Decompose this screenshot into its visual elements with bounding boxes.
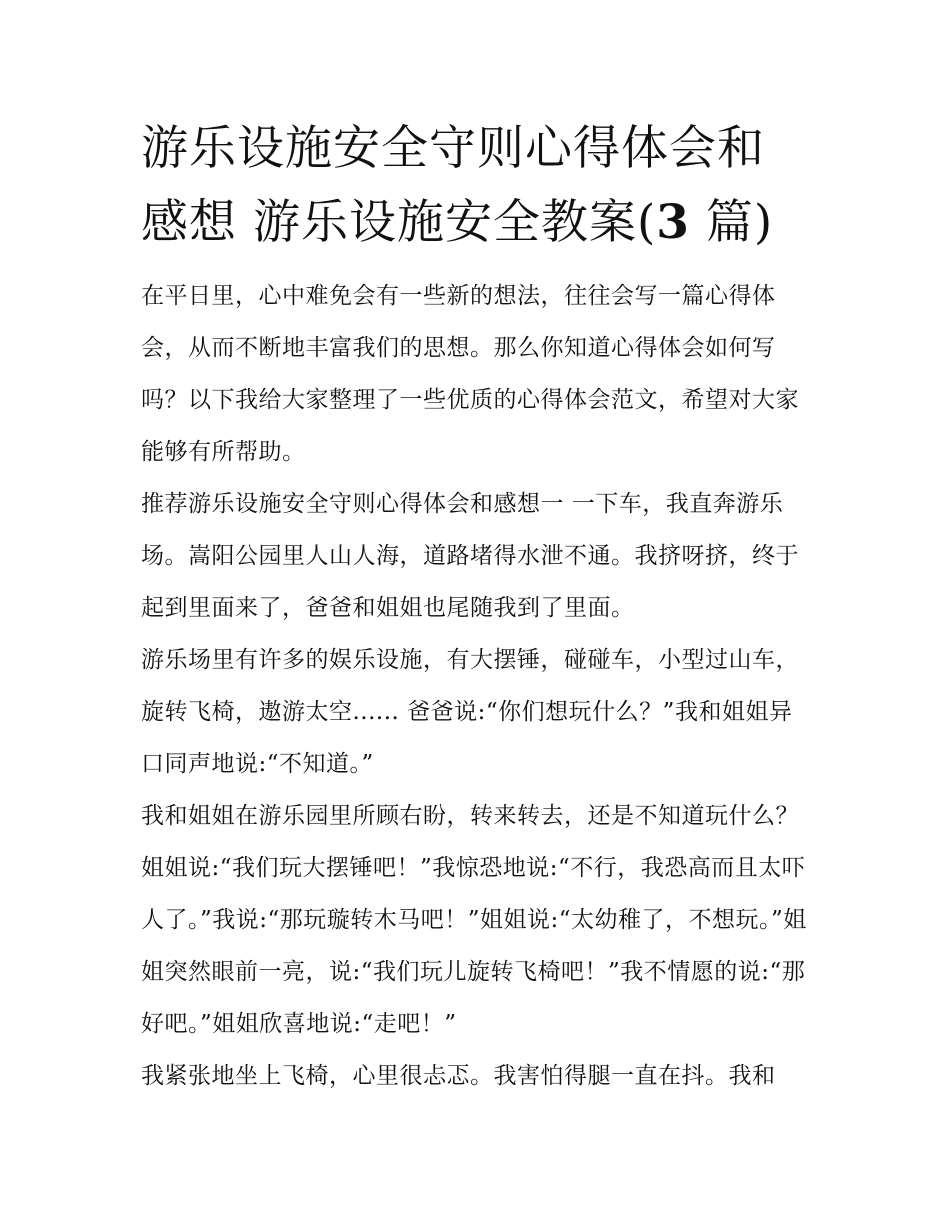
document-title	[141, 112, 813, 260]
paragraph-choosing: 我和姐姐在游乐园里所顾右盼，转来转去，还是不知道玩什么？姐姐说:“我们玩大摆锤吧！”我惊恐地说:“不行，我恐高而且太吓人了。”我说:“那玩璇转木马吧！”姐姐说:“太幼稚了，不想玩。”姐姐突然眼前一亮，说:“我们玩儿旋转飞椅吧！”我不情愿的说:“那好吧。”姐姐欣喜地说:“走吧！”	[141, 803, 807, 1037]
paragraph-arrival: 推荐游乐设施安全守则心得体会和感想一 一下车，我直奔游乐场。嵩阳公园里人山人海，道路堵得水泄不通。我挤呀挤，终于起到里面来了，爸爸和姐姐也尾随我到了里面。	[141, 491, 799, 621]
title-line-2-number: 3	[656, 195, 690, 250]
title-line-2-suffix: 篇)	[689, 195, 774, 250]
paragraph-rides: 游乐场里有许多的娱乐设施，有大摆锤，碰碰车，小型过山车，旋转飞椅，遨游太空...... 爸爸说:“你们想玩什么？”我和姐姐异口同声地说:“不知道。”	[141, 647, 799, 777]
title-line-2-prefix: 感想 游乐设施安全教案(	[141, 195, 657, 250]
paragraph-flying-chair: 我紧张地坐上飞椅，心里很忐忑。我害怕得腿一直在抖。我和	[141, 1063, 776, 1089]
title-line-1: 游乐设施安全守则心得体会和	[141, 121, 765, 176]
paragraph-intro: 在平日里，心中难免会有一些新的想法，往往会写一篇心得体会，从而不断地丰富我们的思想。那么你知道心得体会如何写吗？以下我给大家整理了一些优质的心得体会范文，希望对大家能够有所帮助。	[141, 283, 799, 465]
document-page	[141, 112, 813, 1102]
